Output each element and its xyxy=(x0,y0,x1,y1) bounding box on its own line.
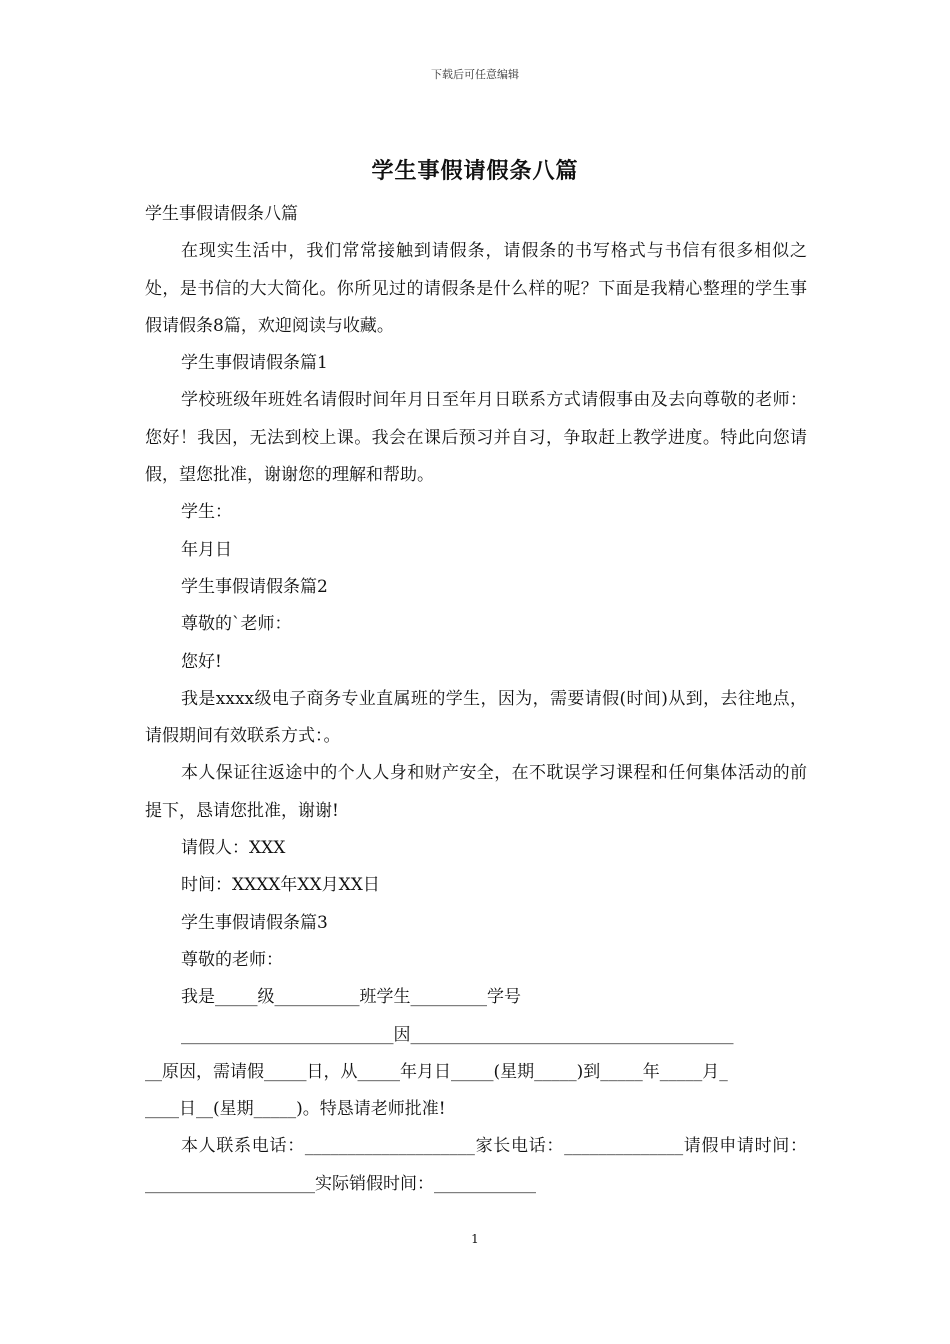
intro-paragraph: 在现实生活中，我们常常接触到请假条，请假条的书写格式与书信有很多相似之处，是书信的大大简化。你所见过的请假条是什么样的呢？下面是我精心整理的学生事假请假条8篇，欢迎阅读与收藏。 xyxy=(145,241,807,336)
paragraph: ____日__(星期_____)。特恳请老师批准! xyxy=(145,1099,446,1120)
paragraph: 本人保证往返途中的个人人身和财产安全，在不耽误学习课程和任何集体活动的前提下，恳请您批准，谢谢! xyxy=(145,763,807,821)
section-heading-2: 学生事假请假条篇2 xyxy=(181,576,328,597)
paragraph: 学生： xyxy=(181,502,232,523)
section-heading-3: 学生事假请假条篇3 xyxy=(181,912,328,933)
section-heading-1: 学生事假请假条篇1 xyxy=(181,353,328,374)
paragraph: 我是xxxx级电子商务专业直属班的学生，因为，需要请假(时间)从到，去往地点，请假期间有效联系方式：。 xyxy=(145,688,807,747)
paragraph: _________________________因______________________________________ xyxy=(181,1024,734,1045)
paragraph: 尊敬的`老师： xyxy=(181,614,292,635)
document-body xyxy=(145,196,807,1203)
paragraph: 本人联系电话：____________________家长电话：______________请假申请时间：____________________实际销假时间：____________ xyxy=(145,1136,807,1194)
paragraph: 我是_____级__________班学生_________学号 xyxy=(181,987,521,1008)
document-title: 学生事假请假条八篇 xyxy=(371,158,579,184)
paragraph: 年月日 xyxy=(181,539,232,560)
page-header: 下载后可任意编辑 xyxy=(431,68,519,81)
page-number: 1 xyxy=(471,1232,479,1246)
subtitle-paragraph: 学生事假请假条八篇 xyxy=(145,204,298,224)
paragraph: 请假人：XXX xyxy=(181,838,286,859)
paragraph: 时间：XXXX年XX月XX日 xyxy=(181,875,380,896)
paragraph: __原因，需请假_____日，从_____年月日_____(星期_____)到_____年_____月_ xyxy=(145,1061,728,1082)
paragraph: 学校班级年班姓名请假时间年月日至年月日联系方式请假事由及去向尊敬的老师：您好！我因，无法到校上课。我会在课后预习并自习，争取赶上教学进度。特此向您请假，望您批准，谢谢您的理解和帮助。 xyxy=(145,390,807,486)
paragraph: 您好! xyxy=(181,651,222,672)
paragraph: 尊敬的老师： xyxy=(181,949,283,970)
